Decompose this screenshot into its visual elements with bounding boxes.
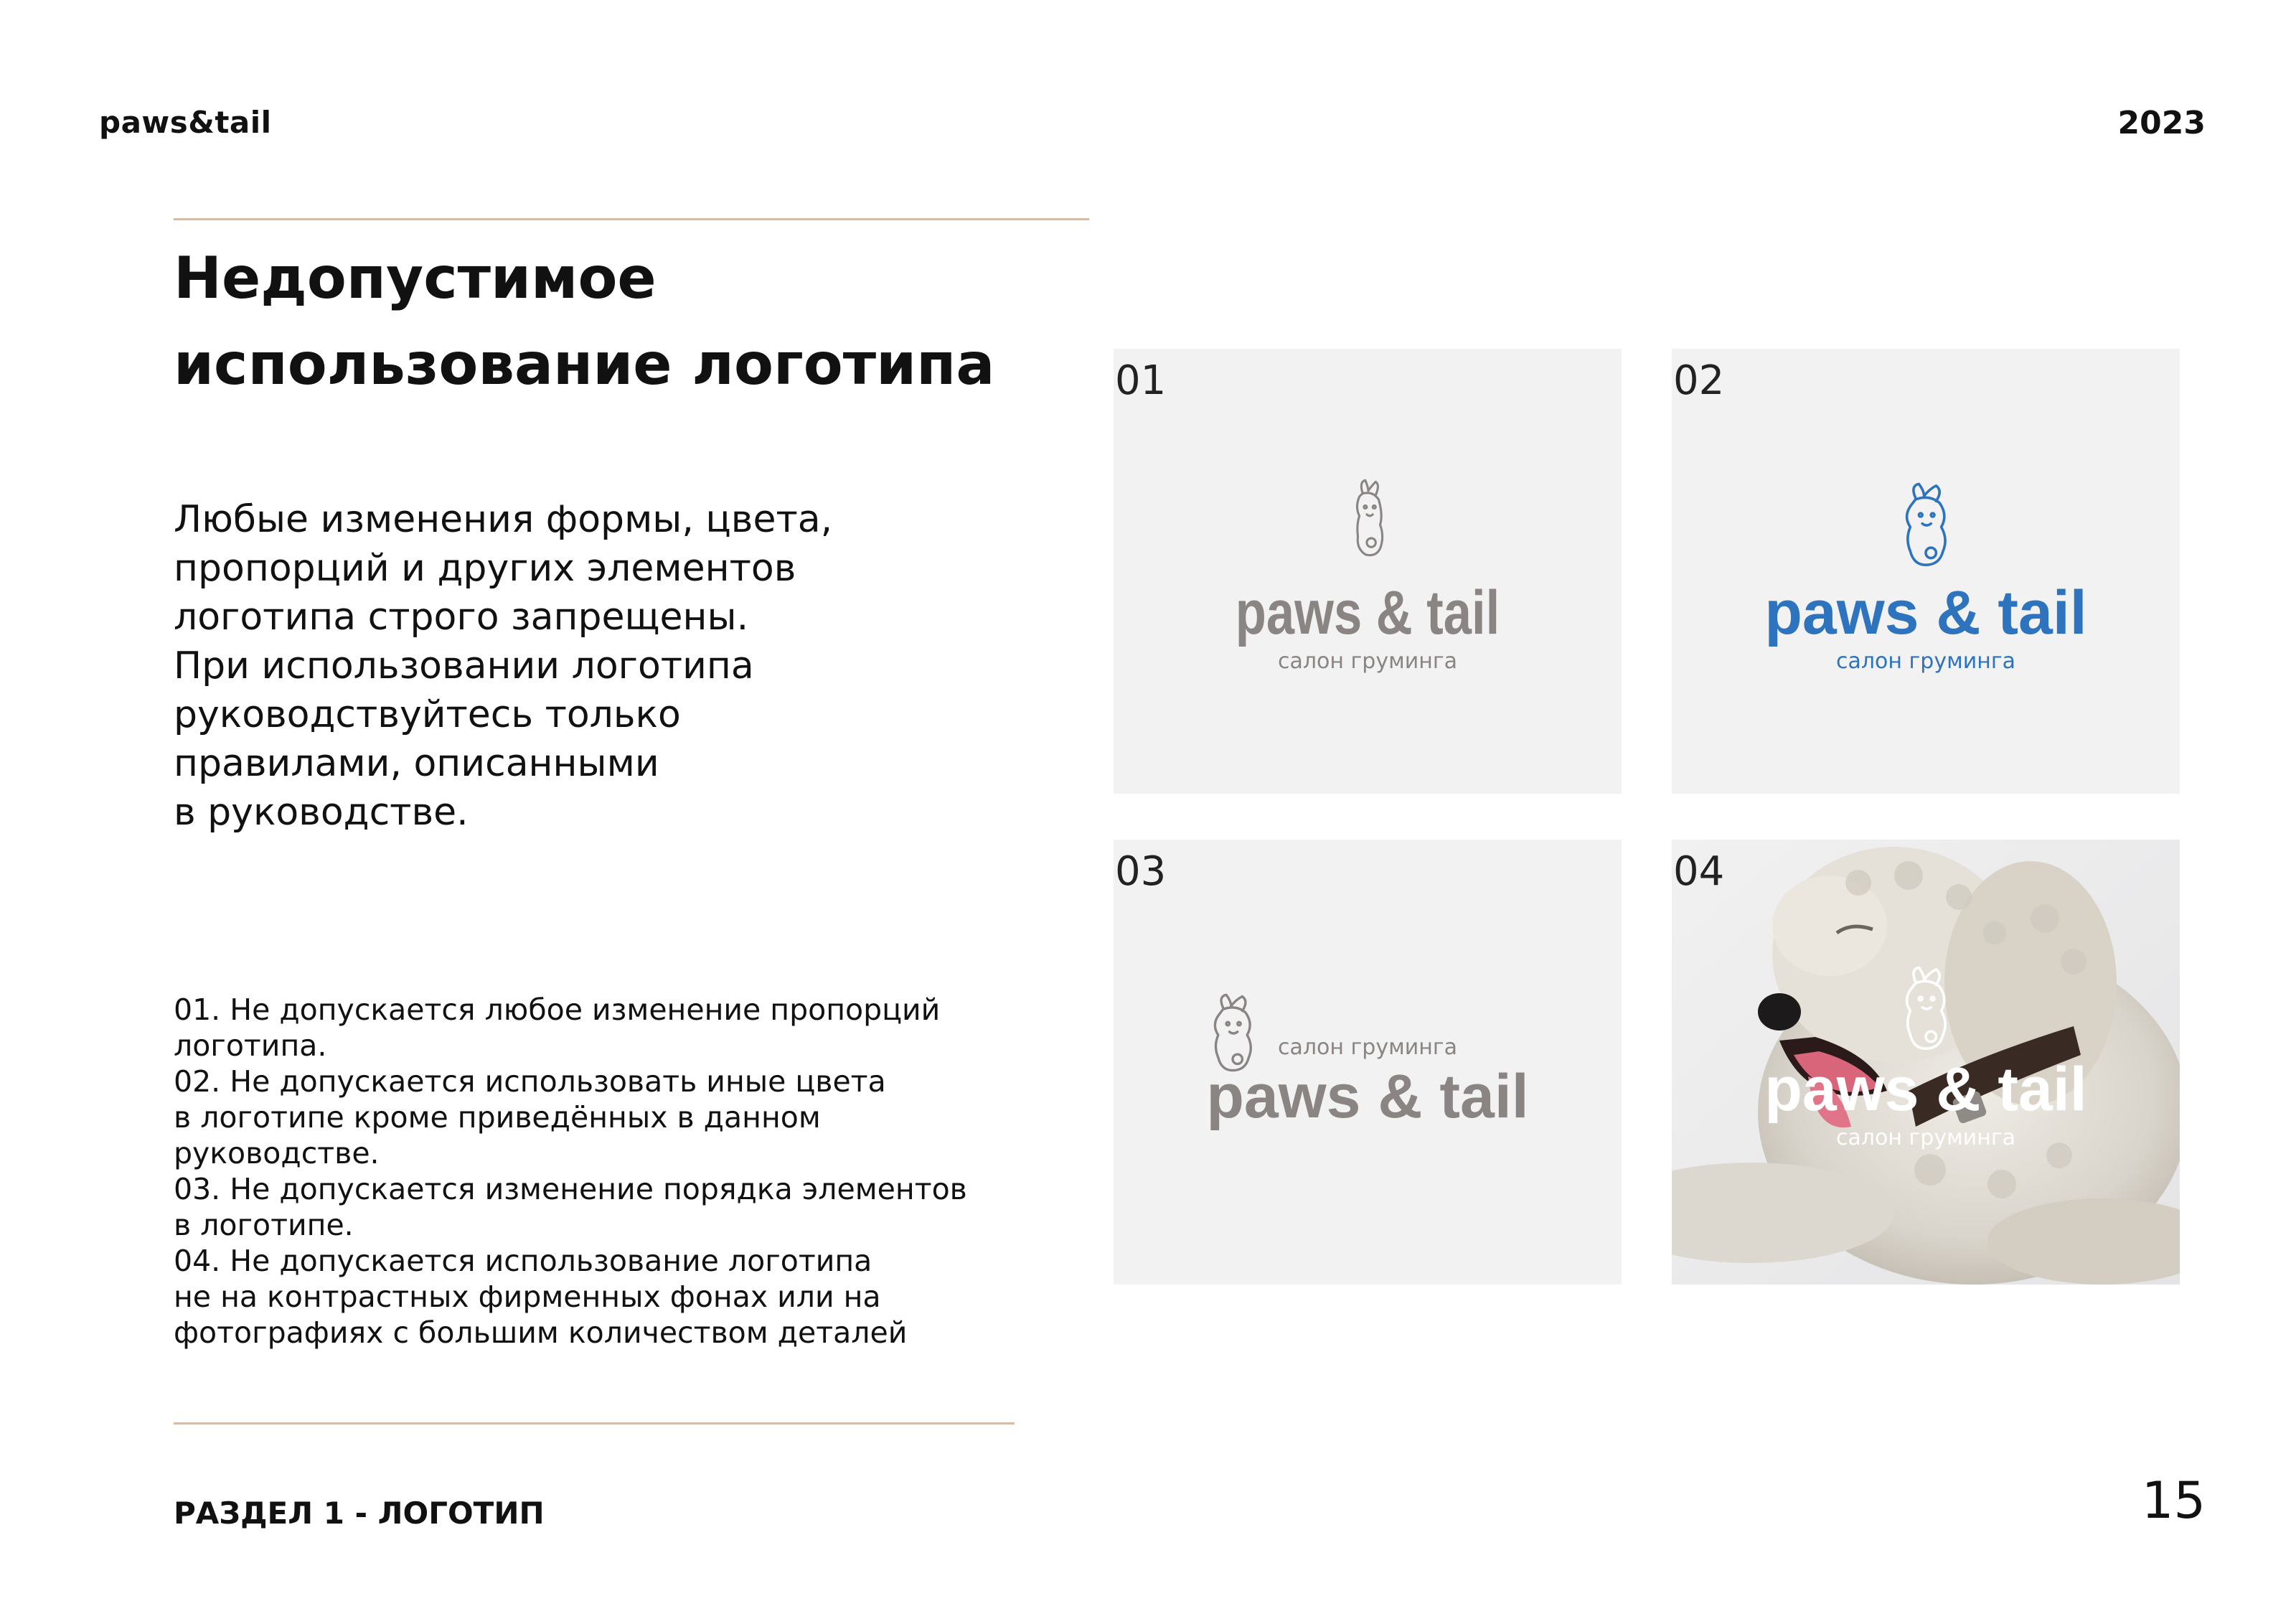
- logo-name: paws & tail: [1235, 578, 1500, 647]
- logo-tagline: салон груминга: [1277, 1035, 1457, 1060]
- page-number: 15: [2141, 1471, 2206, 1530]
- logo-tagline: салон груминга: [1835, 649, 2015, 674]
- rules-list: 01. Не допускается любое изменение пропорций логотипа. 02. Не допускается использовать иные цвета в логотипе кроме приведённых в данном руководстве. 03. Не допускается изменение порядка элементов в логотипе. 04. Не допускается использование логотипа не на контрастных фирменных фонах или на фотографиях с большим количеством деталей: [174, 992, 967, 1350]
- page-title: Недопустимое использование логотипа: [174, 245, 995, 398]
- brand-name: paws&tail: [99, 105, 272, 140]
- logo-tagline: салон груминга: [1835, 1125, 2015, 1150]
- example-card-01: [1114, 349, 1622, 794]
- logo-name: paws & tail: [1206, 1062, 1529, 1131]
- logo-reordered: [1114, 990, 1622, 1131]
- bottom-divider: [174, 1422, 1015, 1424]
- logo-squeezed: [1114, 471, 1622, 676]
- card-number: 03: [1115, 848, 1167, 895]
- example-card-03: [1114, 840, 1622, 1285]
- card-number: 02: [1673, 357, 1725, 404]
- logo-wrong-color: [1672, 478, 2180, 676]
- logo-name: paws & tail: [1764, 578, 2087, 647]
- example-card-04: [1672, 840, 2180, 1285]
- intro-text: Любые изменения формы, цвета, пропорций и других элементов логотипа строго запрещены. При использовании логотипа руководствуйтесь только правилами, описанными в руководстве.: [174, 498, 833, 834]
- top-divider: [174, 218, 1089, 220]
- year-label: 2023: [2117, 105, 2206, 141]
- card-number: 01: [1115, 357, 1167, 404]
- logo-tagline: салон груминга: [1277, 649, 1457, 674]
- logo-on-photo: [1672, 962, 2180, 1153]
- section-label: РАЗДЕЛ 1 - ЛОГОТИП: [174, 1496, 545, 1531]
- example-card-02: [1672, 349, 2180, 794]
- logo-name: paws & tail: [1764, 1055, 2087, 1124]
- card-number: 04: [1673, 848, 1725, 895]
